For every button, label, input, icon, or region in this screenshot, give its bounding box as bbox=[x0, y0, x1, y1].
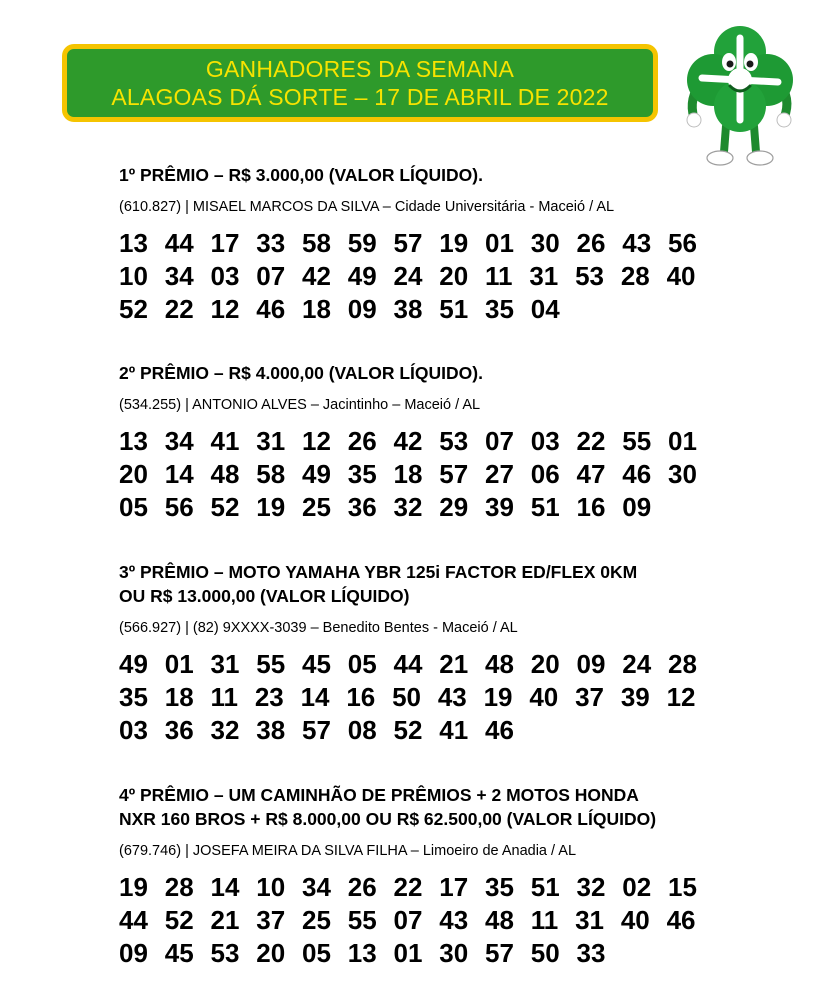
drawn-number: 35 bbox=[347, 459, 377, 489]
drawn-number: 59 bbox=[347, 228, 377, 258]
drawn-number: 21 bbox=[439, 649, 469, 679]
prize-1 bbox=[119, 163, 759, 326]
prize-4-winner: (679.746) | JOSEFA MEIRA DA SILVA FILHA – Limoeiro de Anadia / AL bbox=[119, 843, 577, 859]
clover-mascot-icon bbox=[680, 20, 800, 170]
prize-1-winner: (610.827) | MISAEL MARCOS DA SILVA – Cidade Universitária - Maceió / AL bbox=[119, 199, 615, 215]
drawn-number: 38 bbox=[393, 294, 423, 324]
prize-2-title bbox=[119, 361, 759, 385]
drawn-number: 08 bbox=[347, 715, 377, 745]
drawn-number: 17 bbox=[210, 228, 240, 258]
drawn-number: 50 bbox=[530, 938, 560, 968]
drawn-number: 20 bbox=[530, 649, 560, 679]
drawn-number: 20 bbox=[119, 459, 148, 489]
drawn-number: 44 bbox=[164, 228, 194, 258]
drawn-number: 26 bbox=[347, 872, 377, 902]
drawn-number: 31 bbox=[575, 905, 604, 935]
drawn-number: 20 bbox=[439, 261, 469, 291]
drawn-number: 16 bbox=[346, 682, 376, 712]
drawn-number: 17 bbox=[439, 872, 469, 902]
drawn-number: 51 bbox=[530, 492, 560, 522]
prize-2-numbers bbox=[119, 425, 719, 524]
drawn-number: 05 bbox=[302, 938, 331, 968]
drawn-number: 48 bbox=[485, 905, 514, 935]
drawn-number: 52 bbox=[119, 294, 148, 324]
drawn-number: 14 bbox=[210, 872, 240, 902]
drawn-number: 20 bbox=[256, 938, 286, 968]
drawn-number: 09 bbox=[347, 294, 377, 324]
prize-2-winner: (534.255) | ANTONIO ALVES – Jacintinho – Maceió / AL bbox=[119, 397, 481, 413]
drawn-number: 32 bbox=[576, 872, 606, 902]
drawn-number: 31 bbox=[210, 649, 240, 679]
prize-title-line: NXR 160 BROS + R$ 8.000,00 OU R$ 62.500,00 (VALOR LÍQUIDO) bbox=[119, 809, 657, 829]
drawn-number: 27 bbox=[485, 459, 514, 489]
drawn-number: 30 bbox=[668, 459, 697, 489]
drawn-number: 19 bbox=[439, 228, 469, 258]
drawn-number: 34 bbox=[302, 872, 331, 902]
drawn-number: 43 bbox=[439, 905, 469, 935]
drawn-number: 52 bbox=[210, 492, 240, 522]
drawn-number: 25 bbox=[302, 492, 331, 522]
drawn-number: 19 bbox=[256, 492, 286, 522]
drawn-number: 01 bbox=[485, 228, 514, 258]
drawn-number: 30 bbox=[439, 938, 469, 968]
prize-3-title bbox=[119, 560, 759, 608]
drawn-number: 43 bbox=[622, 228, 652, 258]
drawn-number: 44 bbox=[119, 905, 148, 935]
drawn-number: 33 bbox=[576, 938, 606, 968]
header-banner bbox=[62, 44, 658, 122]
drawn-number: 46 bbox=[666, 905, 696, 935]
drawn-number: 16 bbox=[576, 492, 606, 522]
prize-3-numbers bbox=[119, 648, 719, 747]
drawn-number: 46 bbox=[485, 715, 514, 745]
drawn-number: 24 bbox=[622, 649, 652, 679]
drawn-number: 39 bbox=[485, 492, 514, 522]
prize-3-winner: (566.927) | (82) 9XXXX-3039 – Benedito Bentes - Maceió / AL bbox=[119, 620, 518, 636]
drawn-number: 13 bbox=[347, 938, 377, 968]
drawn-number: 53 bbox=[439, 426, 469, 456]
drawn-number: 45 bbox=[302, 649, 331, 679]
drawn-number: 46 bbox=[622, 459, 652, 489]
drawn-number: 13 bbox=[119, 426, 148, 456]
drawn-number: 49 bbox=[347, 261, 377, 291]
drawn-number: 01 bbox=[164, 649, 194, 679]
drawn-number: 56 bbox=[164, 492, 194, 522]
drawn-number: 44 bbox=[393, 649, 423, 679]
banner-subtitle: ALAGOAS DÁ SORTE – 17 DE ABRIL DE 2022 bbox=[111, 84, 609, 110]
drawn-number: 49 bbox=[119, 649, 148, 679]
drawn-number: 19 bbox=[119, 872, 148, 902]
drawn-number: 51 bbox=[530, 872, 560, 902]
prize-1-title bbox=[119, 163, 759, 187]
drawn-number: 58 bbox=[256, 459, 286, 489]
prize-title-line: 3º PRÊMIO – MOTO YAMAHA YBR 125i FACTOR ED/FLEX 0KM bbox=[119, 562, 638, 582]
banner-title: GANHADORES DA SEMANA bbox=[205, 56, 515, 82]
drawn-number: 33 bbox=[256, 228, 286, 258]
drawn-number: 30 bbox=[530, 228, 560, 258]
prize-4-numbers bbox=[119, 871, 719, 970]
drawn-number: 14 bbox=[164, 459, 194, 489]
drawn-number: 01 bbox=[393, 938, 423, 968]
drawn-number: 49 bbox=[302, 459, 331, 489]
drawn-number: 50 bbox=[392, 682, 421, 712]
drawn-number: 09 bbox=[576, 649, 606, 679]
drawn-number: 31 bbox=[529, 261, 559, 291]
drawn-number: 41 bbox=[210, 426, 240, 456]
drawn-number: 35 bbox=[119, 682, 148, 712]
drawn-number: 05 bbox=[347, 649, 377, 679]
drawn-number: 18 bbox=[164, 682, 194, 712]
drawn-number: 47 bbox=[576, 459, 606, 489]
drawn-number: 52 bbox=[393, 715, 423, 745]
drawn-number: 37 bbox=[256, 905, 286, 935]
drawn-number: 14 bbox=[300, 682, 330, 712]
drawn-number: 40 bbox=[529, 682, 559, 712]
drawn-number: 03 bbox=[210, 261, 240, 291]
drawn-number: 22 bbox=[393, 872, 423, 902]
drawn-number: 57 bbox=[439, 459, 469, 489]
drawn-number: 34 bbox=[164, 426, 194, 456]
drawn-number: 46 bbox=[256, 294, 286, 324]
drawn-number: 48 bbox=[210, 459, 240, 489]
drawn-number: 18 bbox=[393, 459, 423, 489]
drawn-number: 40 bbox=[620, 905, 650, 935]
drawn-number: 51 bbox=[439, 294, 469, 324]
drawn-number: 22 bbox=[164, 294, 194, 324]
drawn-number: 22 bbox=[576, 426, 606, 456]
drawn-number: 28 bbox=[620, 261, 650, 291]
drawn-number: 06 bbox=[530, 459, 560, 489]
drawn-number: 31 bbox=[256, 426, 286, 456]
drawn-number: 58 bbox=[302, 228, 331, 258]
prize-title-line: 4º PRÊMIO – UM CAMINHÃO DE PRÊMIOS + 2 MOTOS HONDA bbox=[119, 785, 639, 805]
drawn-number: 04 bbox=[530, 294, 560, 324]
drawn-number: 10 bbox=[119, 261, 148, 291]
drawn-number: 21 bbox=[210, 905, 240, 935]
drawn-number: 57 bbox=[485, 938, 514, 968]
prize-4 bbox=[119, 783, 759, 970]
drawn-number: 26 bbox=[576, 228, 606, 258]
drawn-number: 45 bbox=[164, 938, 194, 968]
drawn-number: 19 bbox=[483, 682, 513, 712]
drawn-number: 12 bbox=[210, 294, 240, 324]
drawn-number: 39 bbox=[620, 682, 650, 712]
drawn-number: 35 bbox=[485, 872, 514, 902]
drawn-number: 56 bbox=[668, 228, 697, 258]
drawn-number: 05 bbox=[119, 492, 148, 522]
prize-title-line: 2º PRÊMIO – R$ 4.000,00 (VALOR LÍQUIDO). bbox=[119, 363, 483, 383]
drawn-number: 09 bbox=[119, 938, 148, 968]
drawn-number: 55 bbox=[622, 426, 652, 456]
drawn-number: 11 bbox=[530, 905, 559, 935]
prize-title-line: OU R$ 13.000,00 (VALOR LÍQUIDO) bbox=[119, 586, 410, 606]
drawn-number: 10 bbox=[256, 872, 286, 902]
drawn-number: 36 bbox=[347, 492, 377, 522]
drawn-number: 07 bbox=[256, 261, 286, 291]
drawn-number: 35 bbox=[485, 294, 514, 324]
drawn-number: 37 bbox=[575, 682, 604, 712]
drawn-number: 40 bbox=[666, 261, 696, 291]
drawn-number: 48 bbox=[485, 649, 514, 679]
drawn-number: 12 bbox=[666, 682, 696, 712]
drawn-number: 53 bbox=[575, 261, 604, 291]
drawn-number: 18 bbox=[302, 294, 331, 324]
drawn-number: 03 bbox=[119, 715, 148, 745]
drawn-number: 01 bbox=[668, 426, 697, 456]
drawn-number: 15 bbox=[668, 872, 697, 902]
drawn-number: 29 bbox=[439, 492, 469, 522]
drawn-number: 23 bbox=[254, 682, 284, 712]
prize-title-line: 1º PRÊMIO – R$ 3.000,00 (VALOR LÍQUIDO). bbox=[119, 165, 483, 185]
drawn-number: 11 bbox=[210, 682, 238, 712]
drawn-number: 09 bbox=[622, 492, 652, 522]
drawn-number: 11 bbox=[485, 261, 513, 291]
drawn-number: 32 bbox=[210, 715, 240, 745]
drawn-number: 07 bbox=[393, 905, 423, 935]
drawn-number: 13 bbox=[119, 228, 148, 258]
drawn-number: 32 bbox=[393, 492, 423, 522]
drawn-number: 41 bbox=[439, 715, 469, 745]
prize-3 bbox=[119, 560, 759, 747]
drawn-number: 38 bbox=[256, 715, 286, 745]
drawn-number: 02 bbox=[622, 872, 652, 902]
drawn-number: 26 bbox=[347, 426, 377, 456]
drawn-number: 07 bbox=[485, 426, 514, 456]
prize-4-title bbox=[119, 783, 759, 831]
drawn-number: 34 bbox=[164, 261, 194, 291]
drawn-number: 28 bbox=[164, 872, 194, 902]
drawn-number: 43 bbox=[437, 682, 467, 712]
drawn-number: 24 bbox=[393, 261, 423, 291]
drawn-number: 57 bbox=[302, 715, 331, 745]
drawn-number: 28 bbox=[668, 649, 697, 679]
drawn-number: 53 bbox=[210, 938, 240, 968]
drawn-number: 03 bbox=[530, 426, 560, 456]
drawn-number: 42 bbox=[302, 261, 331, 291]
drawn-number: 25 bbox=[302, 905, 331, 935]
drawn-number: 55 bbox=[256, 649, 286, 679]
prize-1-numbers bbox=[119, 227, 719, 326]
prize-2 bbox=[119, 361, 759, 524]
drawn-number: 57 bbox=[393, 228, 423, 258]
drawn-number: 55 bbox=[347, 905, 377, 935]
drawn-number: 52 bbox=[164, 905, 194, 935]
drawn-number: 36 bbox=[164, 715, 194, 745]
drawn-number: 42 bbox=[393, 426, 423, 456]
drawn-number: 12 bbox=[302, 426, 331, 456]
